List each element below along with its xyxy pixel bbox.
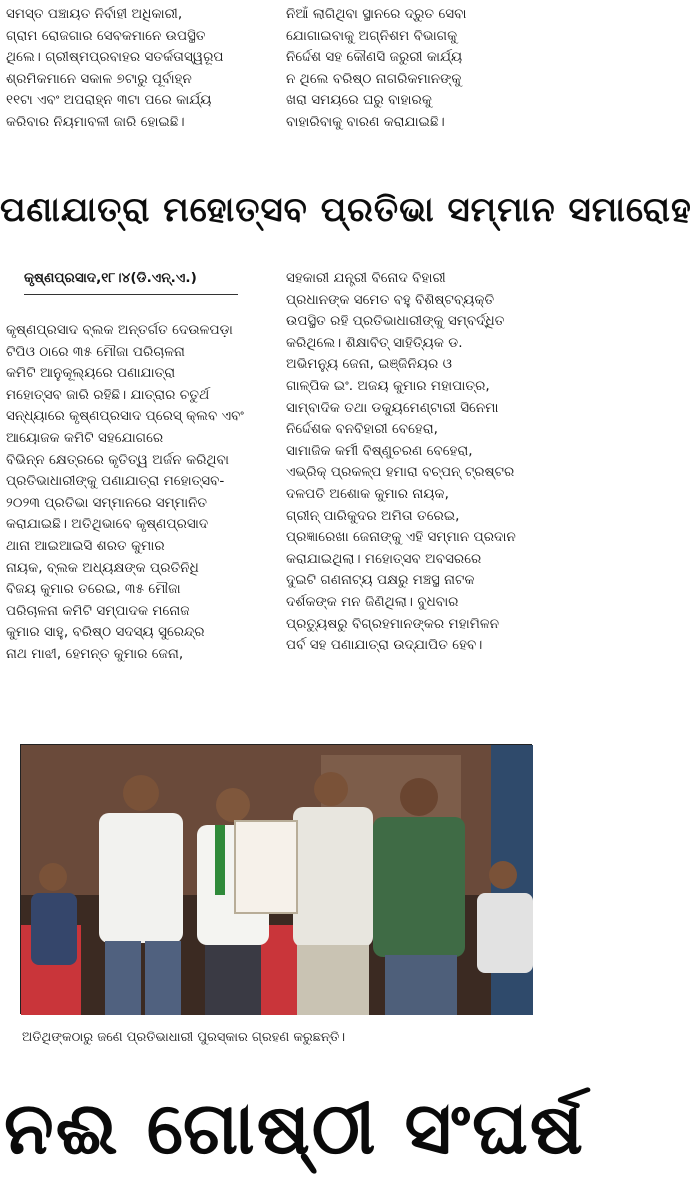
text-line: ସାମ୍ବାଦିକ ତଥା ଡକ୍ୟୁମେଣ୍ଟାରୀ ସିନେମା xyxy=(286,399,499,416)
text-line: ବିଜୟ କୁମାର ତରେଇ, ୩୫ ମୌଜା xyxy=(6,581,181,598)
text-line: ଟିପିଓ ଠାରେ ୩୫ ମୌଜା ପରିଚାଳନା xyxy=(6,343,185,360)
text-line: ବିଭିନ୍ନ କ୍ଷେତ୍ରରେ କୃତିତ୍ୱ ଅର୍ଜନ କରିଥିବା xyxy=(6,451,229,468)
next-article-headline: ନଈ ଗୋଷ୍ଠୀ ସଂଘର୍ଷ xyxy=(4,1086,585,1170)
article-left-column xyxy=(6,320,268,666)
photo-police-officer xyxy=(293,772,373,1015)
text-line: ଦଳପତି ଅଶୋକ କୁମାର ନାୟକ, xyxy=(286,485,449,502)
text-line: କରାଯାଇଛି। ଅତିଥିଭାବେ କୃଷ୍ଣପ୍ରସାଦ xyxy=(6,516,209,533)
text-line: ଥିଲେ। ଗ୍ରୀଷ୍ମପ୍ରବାହର ସତର୍କତାସ୍ୱରୂପ xyxy=(6,49,224,66)
text-line: ୨୦୨୩ ପ୍ରତିଭା ସମ୍ମାନରେ ସମ୍ମାନିତ xyxy=(6,494,208,511)
top-article-right-column xyxy=(286,4,534,134)
article-headline: ପଣାଯାତ୍ରା ମହୋତ୍ସବ ପ୍ରତିଭା ସମ୍ମାନ ସମାରୋହ xyxy=(0,190,692,230)
text-line: କରିଥିଲେ। ଶିକ୍ଷାବିତ୍ ସାହିତ୍ୟିକ ଡ. xyxy=(286,334,463,351)
award-ceremony-photo xyxy=(20,744,532,1014)
text-line: ଆୟୋଜକ କମିଟି ସହଯୋଗରେ xyxy=(6,429,164,446)
text-line: ସାମାଜିକ କର୍ମୀ ବିଷ୍ଣୁଚରଣ ବେହେରା, xyxy=(286,442,473,459)
text-line: ପ୍ରଜ୍ଞାରେଖା ଜେନାଙ୍କୁ ଏହି ସମ୍ମାନ ପ୍ରଦାନ xyxy=(286,529,516,546)
text-line: ପ୍ରତ୍ୟୁଷରୁ ବିଗ୍ରହମାନଙ୍କର ମହାମିଳନ xyxy=(286,615,500,632)
article-right-column xyxy=(286,268,534,657)
text-line: ପ୍ରଧାନଙ୍କ ସମେତ ବହୁ ବିଶିଷ୍ଟବ୍ୟକ୍ତି xyxy=(286,291,495,308)
text-line: ସହକାରୀ ଯନ୍ତ୍ରୀ ବିନୋଦ ବିହାରୀ xyxy=(286,270,446,286)
text-line: ନ ଥିଲେ ବରିଷ୍ଠ ନାଗରିକମାନଙ୍କୁ xyxy=(286,70,462,87)
text-line: ଖରା ସମୟରେ ଘରୁ ବାହାରକୁ xyxy=(286,92,432,109)
photo-illustration xyxy=(21,745,533,1015)
text-line: ଯୋଗାଇବାକୁ ଅଗ୍ନିଶମ ବିଭାଗକୁ xyxy=(286,27,458,44)
text-line: ପ୍ରତିଭାଧାରୀଙ୍କୁ ପଣାଯାତ୍ରା ମହୋତ୍ସବ- xyxy=(6,473,225,490)
text-line: କୁମାର ସାହୁ, ବରିଷ୍ଠ ସଦସ୍ୟ ସୁରେନ୍ଦ୍ର xyxy=(6,624,205,641)
text-line: ଗ୍ରାମ ରୋଜଗାର ସେବକମାନେ ଉପସ୍ଥିତ xyxy=(6,27,206,44)
text-line: ଗ୍ରୀନ୍ ପାରିକୁଦର ଅମିତା ତରେଇ, xyxy=(286,507,460,524)
text-line: ପର୍ବ ସହ ପଣାଯାତ୍ରା ଉଦ୍‌ଯାପିତ ହେବ। xyxy=(286,637,483,654)
text-line: କରାଯାଇଥିଲା। ମହୋତ୍ସବ ଅବସରରେ xyxy=(286,550,482,567)
text-line: ଶ୍ରମିକମାନେ ସକାଳ ୭ଟାରୁ ପୂର୍ବାହ୍ନ xyxy=(6,70,192,87)
photo-caption: ଅତିଥିଙ୍କଠାରୁ ଜଣେ ପ୍ରତିଭାଧାରୀ ପୁରସ୍କାର ଗ୍ରହଣ କରୁଛନ୍ତି। xyxy=(22,1030,346,1045)
text-line: ଉପସ୍ଥିତ ରହି ପ୍ରତିଭାଧାରୀଙ୍କୁ ସମ୍ବର୍ଦ୍ଧିତ xyxy=(286,313,505,330)
text-line: ପରିଚାଳନା କମିଟି ସମ୍ପାଦକ ମନୋଜ xyxy=(6,602,190,619)
text-line: ନିର୍ଦ୍ଦେଶକ ବନବିହାରୀ ବେହେରା, xyxy=(286,421,438,438)
text-line: ଦର୍ଶକଙ୍କ ମନ ଜିଣିଥିଲା। ବୁଧବାର xyxy=(286,593,459,610)
text-line: ନାଥ ମାଝୀ, ହେମନ୍ତ କୁମାର ଜେନା, xyxy=(6,645,184,662)
text-line: ସନ୍ଧ୍ୟାରେ କୃଷ୍ଣପ୍ରସାଦ ପ୍ରେସ୍ କ୍ଲବ ଏବଂ xyxy=(6,408,244,425)
text-line: ଏଭ୍ରିକ୍ ପ୍ରକଳ୍ପ ହମାରା ବଚ୍ପନ୍ ଟ୍ରଷ୍ଟର xyxy=(286,464,515,481)
text-line: ବାହାରିବାକୁ ବାରଣ କରାଯାଇଛି। xyxy=(286,113,445,130)
text-line: ନିର୍ଦ୍ଦେଶ ସହ କୌଣସି ଜରୁରୀ କାର୍ଯ୍ୟ xyxy=(286,49,463,66)
text-line: ଅଭିମନ୍ୟୁ ଜେନା, ଇଞ୍ଜିନିୟର ଓ xyxy=(286,356,453,373)
text-line: କରିବାର ନିୟମାବଳୀ ଜାରି ହୋଇଛି। xyxy=(6,113,185,130)
article-dateline: କୃଷ୍ଣପ୍ରସାଦ,୧୮।୪(ଡି.ଏନ୍.ଏ.) xyxy=(24,268,238,295)
text-line: କମିଟି ଆନୁକୂଲ୍ୟରେ ପଣାଯାତ୍ରା xyxy=(6,365,176,382)
text-line: ନାୟକ, ବ୍ଲକ ଅଧ୍ୟକ୍ଷଙ୍କ ପ୍ରତିନିଧି xyxy=(6,559,199,576)
text-line: ଥାନା ଆଇଆଇସି ଶରତ କୁମାର xyxy=(6,537,165,554)
text-line: ମହୋତ୍ସବ ଜାରି ରହିଛି। ଯାତ୍ରାର ଚତୁର୍ଥ xyxy=(6,386,210,403)
text-line: ନିଆଁ ଲାଗିଥିବା ସ୍ଥାନରେ ଦ୍ରୁତ ସେବା xyxy=(286,6,467,22)
top-article-left-column xyxy=(6,4,268,134)
photo-award-plaque xyxy=(235,821,297,913)
text-line: ଗାଳ୍ପିକ ଇଂ. ଅଜୟ କୁମାର ମହାପାତ୍ର, xyxy=(286,377,490,394)
text-line: ଦୁଇଟି ଗଣନାଟ୍ୟ ପକ୍ଷରୁ ମଞ୍ଚସ୍ଥ ନାଟକ xyxy=(286,572,475,589)
text-line: କୃଷ୍ଣପ୍ରସାଦ ବ୍ଲକ ଅନ୍ତର୍ଗତ ଦେଉଳପଡ଼ା xyxy=(6,322,233,338)
text-line: ୧୧ଟା ଏବଂ ଅପରାହ୍ନ ୩ଟା ପରେ କାର୍ଯ୍ୟ xyxy=(6,92,212,109)
text-line: ସମସ୍ତ ପଞ୍ଚାୟତ ନିର୍ବାହୀ ଅଧିକାରୀ, xyxy=(6,6,183,22)
